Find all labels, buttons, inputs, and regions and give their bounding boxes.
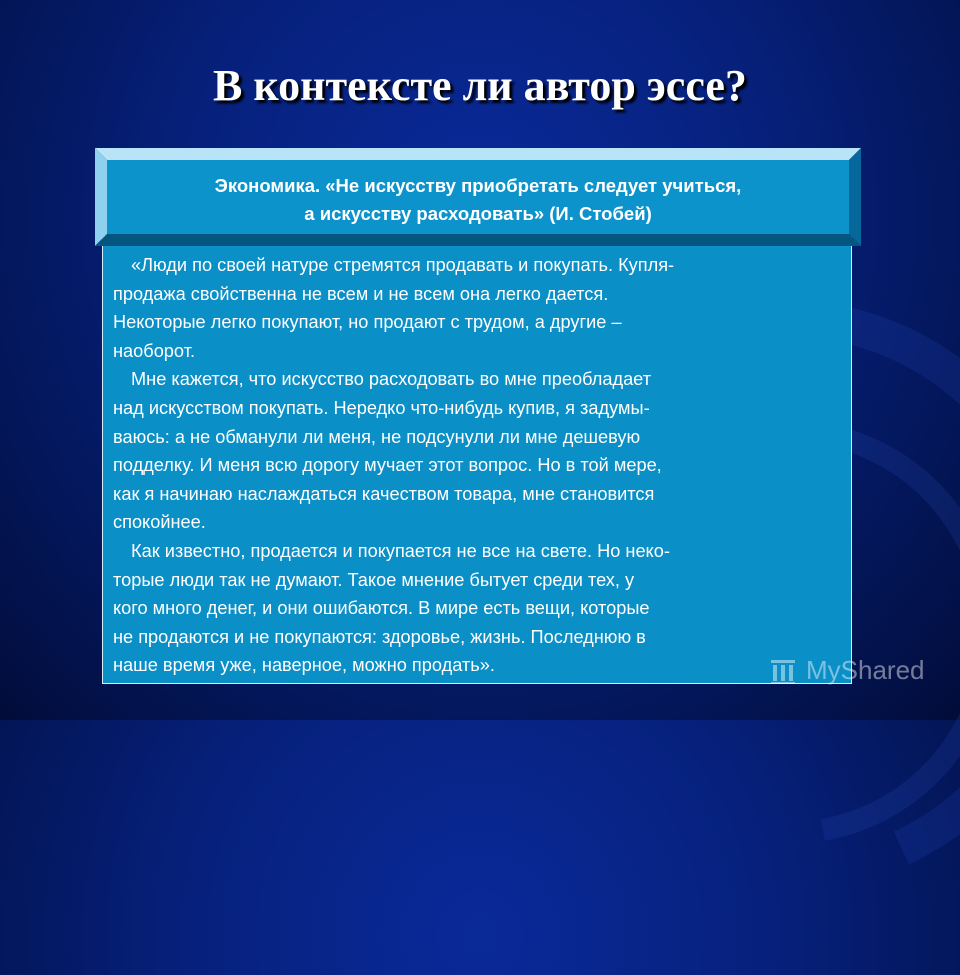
- building-icon: [768, 656, 798, 686]
- essay-line: Как известно, продается и покупается не все на свете. Но неко-: [131, 540, 670, 561]
- topic-header-panel: [95, 148, 861, 246]
- slide-title: В контексте ли автор эссе?: [213, 61, 747, 110]
- essay-line: ваюсь: а не обманули ли меня, не подсунули ли мне дешевую: [113, 426, 641, 447]
- watermark: [768, 655, 925, 686]
- essay-line: торые люди так не думают. Такое мнение бытует среди тех, у: [113, 569, 635, 590]
- essay-line: кого много денег, и они ошибаются. В мире есть вещи, которые: [113, 598, 650, 619]
- topic-header-text: [95, 172, 861, 228]
- essay-line: Некоторые легко покупают, но продают с трудом, а другие –: [113, 312, 622, 333]
- essay-line: наоборот.: [113, 340, 196, 361]
- essay-text-panel: [102, 236, 852, 684]
- essay-line: как я начинаю наслаждаться качеством товара, мне становится: [113, 483, 655, 504]
- essay-line: не продаются и не покупаются: здоровье, жизнь. Последнюю в: [113, 626, 646, 647]
- essay-line: наше время уже, наверное, можно продать».: [113, 655, 495, 676]
- essay-line: «Люди по своей натуре стремятся продавать и покупать. Купля-: [131, 255, 675, 275]
- essay-line: Мне кажется, что искусство расходовать во мне преобладает: [131, 369, 652, 390]
- topic-header-line: а искусству расходовать» (И. Стобей): [304, 203, 652, 224]
- essay-line: подделку. И меня всю дорогу мучает этот вопрос. Но в той мере,: [113, 455, 662, 476]
- topic-header-line: Экономика. «Не искусству приобретать следует учиться,: [214, 175, 742, 196]
- watermark-text: MyShared: [806, 655, 925, 685]
- essay-line: спокойнее.: [113, 512, 206, 533]
- essay-line: продажа свойственна не всем и не всем она легко дается.: [113, 283, 609, 304]
- essay-line: над искусством покупать. Нередко что-нибудь купив, я задумы-: [113, 397, 650, 418]
